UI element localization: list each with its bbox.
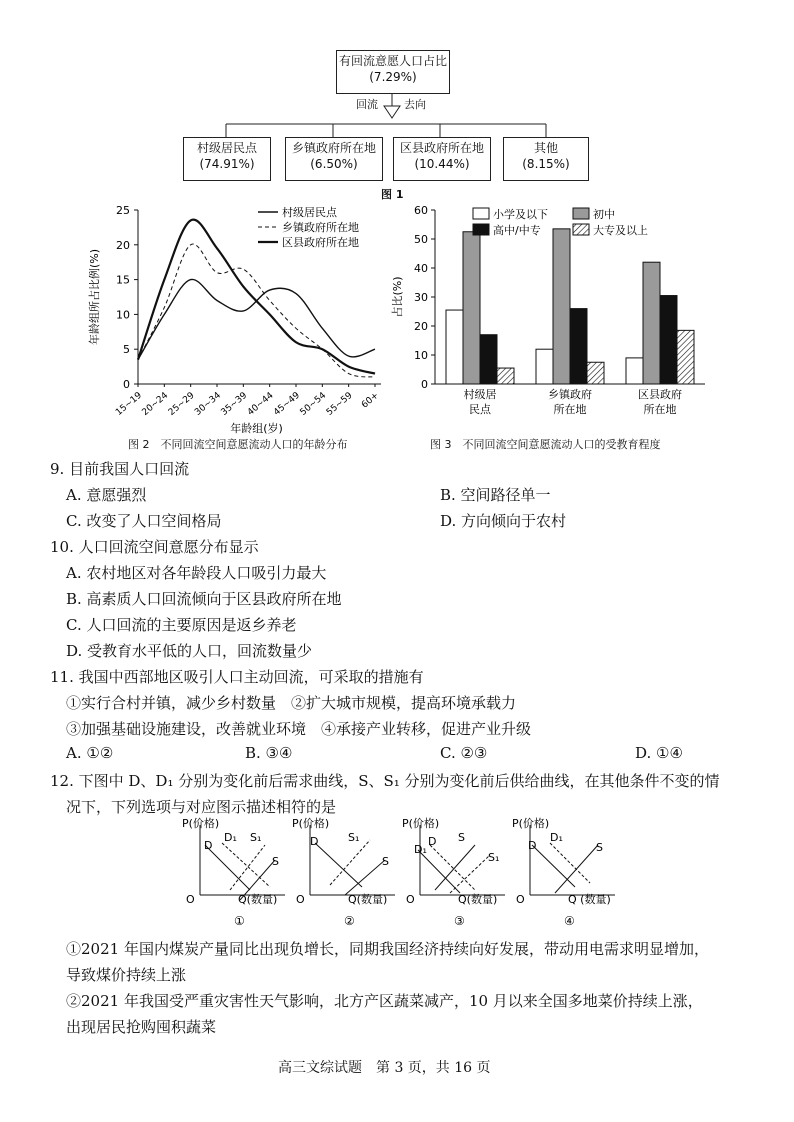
q12-statement-2-line-2: 出现居民抢购囤积蔬菜 bbox=[66, 1018, 217, 1036]
curve-label: D bbox=[204, 839, 213, 852]
y-tick-label: 15 bbox=[116, 273, 130, 287]
fig1-box-name: 乡镇政府所在地 bbox=[291, 141, 376, 155]
bar bbox=[480, 335, 497, 384]
category-label: 村级居 bbox=[463, 388, 497, 401]
bar bbox=[553, 229, 570, 384]
x-tick-label: 45~49 bbox=[272, 390, 302, 418]
legend-label: 大专及以上 bbox=[593, 224, 648, 237]
y-tick-label: 30 bbox=[414, 291, 428, 304]
q10-option-d: D. 受教育水平低的人口，回流数量少 bbox=[66, 642, 313, 660]
q11-option-a: A. ①② bbox=[66, 744, 114, 762]
legend-swatch bbox=[473, 224, 489, 235]
bar bbox=[463, 232, 480, 384]
fig1-box-value: (6.50%) bbox=[310, 157, 358, 171]
curve-label: S bbox=[272, 855, 279, 868]
q10-option-a: A. 农村地区对各年龄段人口吸引力最大 bbox=[66, 564, 327, 582]
y-tick-label: 20 bbox=[116, 238, 130, 252]
education-bar-chart bbox=[385, 200, 715, 435]
curve-line bbox=[430, 845, 475, 890]
fig2-caption: 图 2 不同回流空间意愿流动人口的年龄分布 bbox=[128, 438, 348, 451]
q10-option-b: B. 高素质人口回流倾向于区县政府所在地 bbox=[66, 590, 342, 608]
q11-item-line-2: ③加强基础设施建设，改善就业环境 ④承接产业转移，促进产业升级 bbox=[66, 720, 532, 738]
series-line-1 bbox=[138, 279, 375, 359]
y-tick-label: 50 bbox=[414, 233, 428, 246]
fig1-top-title: 有回流意愿人口占比 bbox=[338, 54, 447, 68]
curve-line bbox=[345, 860, 385, 895]
q12-statement-1-line-1: ①2021 年国内煤炭产量同比出现负增长，同期我国经济持续向好发展，带动用电需求明显增加， bbox=[66, 940, 709, 958]
curve-line bbox=[532, 845, 575, 887]
curve-label: S₁ bbox=[488, 851, 500, 864]
x-tick-label: 35~39 bbox=[219, 390, 250, 418]
question-10-stem: 10. 人口回流空间意愿分布显示 bbox=[50, 538, 259, 556]
bar bbox=[536, 349, 553, 384]
origin-label: O bbox=[296, 893, 305, 906]
fig1-right-label: 去向 bbox=[404, 98, 426, 111]
bar bbox=[677, 330, 694, 384]
category-label: 所在地 bbox=[553, 403, 587, 416]
q9-option-d: D. 方向倾向于农村 bbox=[440, 512, 567, 530]
category-label: 民点 bbox=[469, 403, 491, 416]
curve-label: D bbox=[310, 835, 319, 848]
q12-statement-2-line-1: ②2021 年我国受严重灾害性天气影响，北方产区蔬菜减产，10 月以来全国多地菜价持续上涨， bbox=[66, 992, 703, 1010]
curve-label: D₁ bbox=[550, 831, 563, 844]
question-11-stem: 11. 我国中西部地区吸引人口主动回流，可采取的措施有 bbox=[50, 668, 424, 686]
y-tick-label: 5 bbox=[123, 343, 130, 357]
curve-line bbox=[435, 845, 475, 890]
graph-number: ④ bbox=[564, 914, 575, 928]
fig1-box-village bbox=[183, 137, 271, 181]
y-tick-label: 10 bbox=[116, 308, 130, 322]
legend-label: 乡镇政府所在地 bbox=[282, 221, 359, 234]
x-tick-label: 60+ bbox=[359, 390, 381, 411]
fig1-box-value: (8.15%) bbox=[522, 157, 570, 171]
q12-statement-1-line-2: 导致煤价持续上涨 bbox=[66, 966, 187, 984]
curve-label: S bbox=[382, 855, 389, 868]
legend-label: 高中/中专 bbox=[493, 224, 541, 237]
q11-item-line-1: ①实行合村并镇，减少乡村数量 ②扩大城市规模，提高环境承载力 bbox=[66, 694, 517, 712]
bar bbox=[626, 358, 643, 384]
curve-label: S₁ bbox=[250, 831, 262, 844]
x-tick-label: 25~29 bbox=[166, 390, 197, 418]
q-axis-label: Q(数量) bbox=[348, 893, 388, 906]
legend-label: 区县政府所在地 bbox=[282, 236, 359, 249]
fig1-left-label: 回流 bbox=[356, 98, 378, 111]
q-axis-label: Q (数量) bbox=[568, 893, 611, 906]
y-tick-label: 40 bbox=[414, 262, 428, 275]
q9-option-b: B. 空间路径单一 bbox=[440, 486, 551, 504]
supply-demand-graphs bbox=[180, 815, 620, 935]
age-line-chart bbox=[80, 200, 400, 455]
curve-line bbox=[555, 845, 598, 893]
p-axis-label: P(价格) bbox=[402, 817, 440, 830]
curve-label: S₁ bbox=[348, 831, 360, 844]
q-axis-label: Q(数量) bbox=[238, 893, 278, 906]
curve-label: D bbox=[528, 839, 537, 852]
legend-swatch bbox=[573, 224, 589, 235]
q9-option-c: C. 改变了人口空间格局 bbox=[66, 512, 222, 530]
p-axis-label: P(价格) bbox=[182, 817, 220, 830]
fig3-caption: 图 3 不同回流空间意愿流动人口的受教育程度 bbox=[430, 438, 661, 451]
fig1-box-name: 其他 bbox=[533, 141, 558, 155]
bar bbox=[570, 309, 587, 384]
x-tick-label: 20~24 bbox=[140, 390, 171, 418]
bar bbox=[660, 296, 677, 384]
bar bbox=[643, 262, 660, 384]
legend-label: 小学及以下 bbox=[493, 208, 548, 221]
legend-swatch bbox=[573, 208, 589, 219]
question-12-stem-line-1: 12. 下图中 D、D₁ 分别为变化前后需求曲线，S、S₁ 分别为变化前后供给曲线，在其他条件不变的情 bbox=[50, 772, 720, 790]
category-label: 乡镇政府 bbox=[548, 388, 592, 401]
q11-option-b: B. ③④ bbox=[245, 744, 293, 762]
y-axis-label: 年龄组所占比例(%) bbox=[88, 248, 101, 346]
curve-label: D₁ bbox=[414, 843, 427, 856]
y-tick-label: 10 bbox=[414, 349, 428, 362]
x-tick-label: 15~19 bbox=[114, 390, 144, 418]
graph-number: ③ bbox=[454, 914, 465, 928]
graph-number: ① bbox=[234, 914, 245, 928]
x-tick-label: 50~54 bbox=[298, 390, 329, 418]
x-axis-label: 年龄组(岁) bbox=[230, 422, 283, 435]
fig1-top-value: (7.29%) bbox=[369, 70, 417, 84]
p-axis-label: P(价格) bbox=[292, 817, 330, 830]
bar bbox=[446, 310, 463, 384]
fig1-box-name: 村级居民点 bbox=[196, 141, 257, 155]
y-tick-label: 60 bbox=[414, 204, 428, 217]
fig1-box-town bbox=[285, 137, 383, 181]
curve-label: D₁ bbox=[224, 831, 237, 844]
q11-option-d: D. ①④ bbox=[635, 744, 683, 762]
category-label: 区县政府 bbox=[638, 388, 682, 401]
y-tick-label: 0 bbox=[123, 378, 130, 391]
fig1-box-value: (10.44%) bbox=[414, 157, 470, 171]
curve-line bbox=[230, 845, 265, 890]
origin-label: O bbox=[186, 893, 195, 906]
question-12-stem-line-2: 况下，下列选项与对应图示描述相符的是 bbox=[66, 798, 337, 816]
fig1-box-name: 区县政府所在地 bbox=[399, 141, 484, 155]
curve-line bbox=[315, 843, 362, 887]
curve-label: S bbox=[458, 831, 465, 844]
question-9-stem: 9. 目前我国人口回流 bbox=[50, 460, 190, 478]
q11-option-c: C. ②③ bbox=[440, 744, 488, 762]
curve-line bbox=[450, 855, 490, 893]
fig1-caption: 图 1 bbox=[381, 188, 404, 201]
bar bbox=[497, 368, 514, 384]
y-tick-label: 0 bbox=[421, 378, 428, 391]
curve-line bbox=[418, 850, 460, 893]
bar bbox=[587, 362, 604, 384]
graph-number: ② bbox=[344, 914, 355, 928]
legend-label: 初中 bbox=[593, 208, 615, 221]
q-axis-label: Q(数量) bbox=[458, 893, 498, 906]
y-tick-label: 20 bbox=[414, 320, 428, 333]
category-label: 所在地 bbox=[643, 403, 677, 416]
page-footer: 高三文综试题 第 3 页，共 16 页 bbox=[278, 1060, 491, 1076]
curve-line bbox=[222, 843, 270, 887]
x-tick-label: 40~44 bbox=[245, 390, 276, 418]
q10-option-c: C. 人口回流的主要原因是返乡养老 bbox=[66, 616, 297, 634]
curve-label: D bbox=[428, 835, 437, 848]
y-axis-label: 占比(%) bbox=[391, 276, 404, 318]
legend-swatch bbox=[473, 208, 489, 219]
origin-label: O bbox=[516, 893, 525, 906]
series-line-2 bbox=[138, 244, 375, 377]
fig1-box-other bbox=[503, 137, 589, 181]
origin-label: O bbox=[406, 893, 415, 906]
y-tick-label: 25 bbox=[116, 204, 130, 217]
p-axis-label: P(价格) bbox=[512, 817, 550, 830]
x-tick-label: 55~59 bbox=[324, 390, 355, 418]
x-tick-label: 30~34 bbox=[193, 390, 223, 418]
legend-label: 村级居民点 bbox=[282, 206, 337, 219]
fig1-box-county bbox=[393, 137, 491, 181]
curve-label: S bbox=[596, 841, 603, 854]
fig1-box-value: (74.91%) bbox=[199, 157, 255, 171]
q9-option-a: A. 意愿强烈 bbox=[66, 486, 147, 504]
